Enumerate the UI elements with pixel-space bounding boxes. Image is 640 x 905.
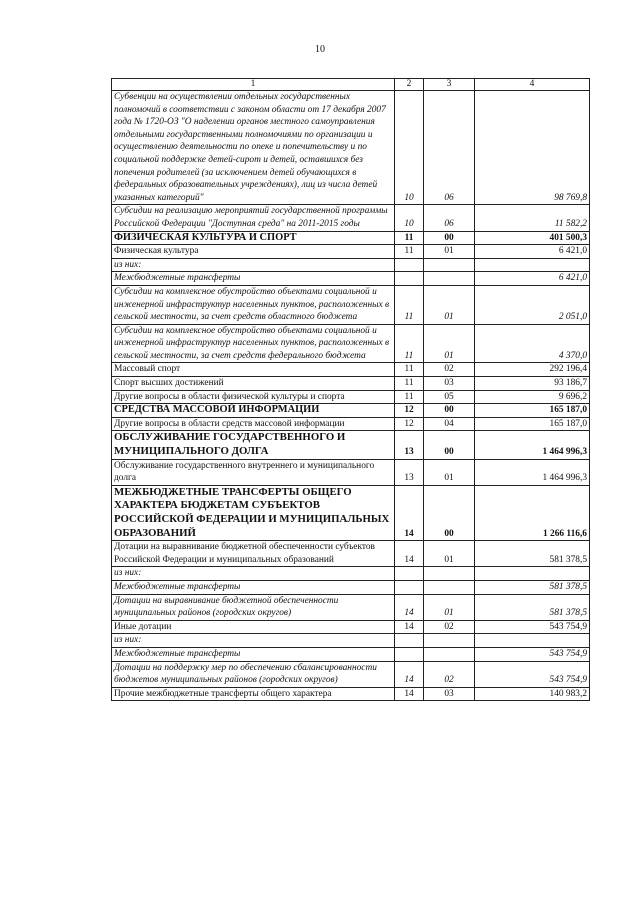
row-subsection-code: 03	[424, 377, 475, 391]
row-name: МЕЖБЮДЖЕТНЫЕ ТРАНСФЕРТЫ ОБЩЕГО ХАРАКТЕРА БЮДЖЕТАМ СУБЪЕКТОВ РОССИЙСКОЙ ФЕДЕРАЦИИ И МУНИЦИПАЛЬНЫХ ОБРАЗОВАНИЙ	[112, 485, 395, 540]
budget-table	[111, 78, 590, 701]
table-header-row	[112, 79, 590, 91]
row-subsection-code: 00	[424, 231, 475, 245]
row-amount	[475, 634, 590, 648]
row-name: Субсидии на комплексное обустройство объектами социальной и инженерной инфраструктур населенных пунктов, расположенных в сельской местности, за счет средств федерального бюджета	[112, 324, 395, 363]
row-amount: 1 266 116,6	[475, 485, 590, 540]
row-amount: 581 378,5	[475, 594, 590, 620]
row-amount: 165 187,0	[475, 417, 590, 431]
table-row	[112, 258, 590, 272]
row-subsection-code: 02	[424, 661, 475, 687]
row-section-code: 12	[395, 404, 424, 418]
row-section-code: 11	[395, 231, 424, 245]
row-name: Прочие межбюджетные трансферты общего характера	[112, 687, 395, 701]
row-name: Массовый спорт	[112, 363, 395, 377]
table-row	[112, 324, 590, 363]
table-row	[112, 377, 590, 391]
column-header-4: 4	[475, 79, 590, 91]
row-amount: 140 983,2	[475, 687, 590, 701]
row-subsection-code: 05	[424, 390, 475, 404]
row-name: из них:	[112, 258, 395, 272]
row-amount	[475, 258, 590, 272]
table-row	[112, 620, 590, 634]
row-section-code: 11	[395, 377, 424, 391]
table-row	[112, 231, 590, 245]
table-row	[112, 567, 590, 581]
row-amount: 581 378,5	[475, 580, 590, 594]
row-subsection-code: 02	[424, 363, 475, 377]
row-section-code	[395, 634, 424, 648]
row-section-code	[395, 272, 424, 286]
table-row	[112, 580, 590, 594]
row-name: Дотации на выравнивание бюджетной обеспеченности муниципальных районов (городских округов)	[112, 594, 395, 620]
row-name: Дотации на выравнивание бюджетной обеспеченности субъектов Российской Федерации и муниципальных образований	[112, 541, 395, 567]
table-row	[112, 285, 590, 324]
table-row	[112, 431, 590, 459]
table-row	[112, 390, 590, 404]
row-subsection-code	[424, 647, 475, 661]
row-section-code: 14	[395, 661, 424, 687]
row-amount	[475, 567, 590, 581]
row-amount: 401 500,3	[475, 231, 590, 245]
table-row	[112, 687, 590, 701]
row-name: Физическая культура	[112, 245, 395, 259]
row-section-code: 13	[395, 459, 424, 485]
row-amount: 93 186,7	[475, 377, 590, 391]
row-name: Иные дотации	[112, 620, 395, 634]
row-name: Субвенции на осуществлении отдельных государственных полномочий в соответствии с законом области от 17 декабря 2007 года № 1720-ОЗ "О наделении органов местного самоуправления отдельными государственными полномочиями по организации и осуществлению деятельности по опеке и попечительству и по социальной поддержке детей-сирот и детей, оставшихся без попечения родителей (за исключением детей обучающихся в федеральных образовательных учреждениях), лиц из числа детей указанных категорий"	[112, 91, 395, 205]
row-subsection-code: 00	[424, 404, 475, 418]
table-row	[112, 661, 590, 687]
row-section-code: 10	[395, 91, 424, 205]
row-name: Межбюджетные трансферты	[112, 580, 395, 594]
row-name: ФИЗИЧЕСКАЯ КУЛЬТУРА И СПОРТ	[112, 231, 395, 245]
column-header-2: 2	[395, 79, 424, 91]
column-header-1: 1	[112, 79, 395, 91]
row-subsection-code: 06	[424, 205, 475, 231]
row-name: Дотации на поддержку мер по обеспечению сбалансированности бюджетов муниципальных районов (городских округов)	[112, 661, 395, 687]
page-number: 10	[315, 44, 325, 55]
row-section-code: 11	[395, 363, 424, 377]
row-subsection-code: 00	[424, 485, 475, 540]
row-subsection-code	[424, 634, 475, 648]
row-amount: 6 421,0	[475, 245, 590, 259]
row-section-code: 14	[395, 485, 424, 540]
table-row	[112, 594, 590, 620]
row-amount: 98 769,8	[475, 91, 590, 205]
row-section-code: 13	[395, 431, 424, 459]
column-header-3: 3	[424, 79, 475, 91]
row-section-code: 14	[395, 687, 424, 701]
row-section-code: 11	[395, 390, 424, 404]
row-subsection-code	[424, 580, 475, 594]
row-name: Другие вопросы в области средств массовой информации	[112, 417, 395, 431]
table-row	[112, 91, 590, 205]
row-subsection-code: 00	[424, 431, 475, 459]
table-row	[112, 485, 590, 540]
row-name: Субсидии на комплексное обустройство объектами социальной и инженерной инфраструктур населенных пунктов, расположенных в сельской местности, за счет средств областного бюджета	[112, 285, 395, 324]
table-row	[112, 245, 590, 259]
table-row	[112, 404, 590, 418]
row-subsection-code: 01	[424, 324, 475, 363]
row-amount: 2 051,0	[475, 285, 590, 324]
row-section-code: 12	[395, 417, 424, 431]
row-subsection-code: 01	[424, 285, 475, 324]
row-name: из них:	[112, 634, 395, 648]
table-row	[112, 541, 590, 567]
row-amount: 543 754,9	[475, 647, 590, 661]
row-amount: 165 187,0	[475, 404, 590, 418]
row-amount: 543 754,9	[475, 620, 590, 634]
row-section-code: 10	[395, 205, 424, 231]
row-amount: 4 370,0	[475, 324, 590, 363]
table-row	[112, 205, 590, 231]
row-name: Обслуживание государственного внутреннего и муниципального долга	[112, 459, 395, 485]
table-row	[112, 634, 590, 648]
row-amount: 6 421,0	[475, 272, 590, 286]
row-name: Межбюджетные трансферты	[112, 647, 395, 661]
row-subsection-code: 02	[424, 620, 475, 634]
table-row	[112, 272, 590, 286]
row-section-code	[395, 580, 424, 594]
row-subsection-code	[424, 272, 475, 286]
row-section-code	[395, 567, 424, 581]
row-subsection-code: 04	[424, 417, 475, 431]
table-row	[112, 459, 590, 485]
row-name: Субсидии на реализацию мероприятий государственной программы Российской Федерации "Доступная среда" на 2011-2015 годы	[112, 205, 395, 231]
row-section-code	[395, 647, 424, 661]
row-amount: 1 464 996,3	[475, 459, 590, 485]
row-name: СРЕДСТВА МАССОВОЙ ИНФОРМАЦИИ	[112, 404, 395, 418]
row-amount: 1 464 996,3	[475, 431, 590, 459]
row-section-code: 11	[395, 285, 424, 324]
row-subsection-code: 01	[424, 594, 475, 620]
row-name: Другие вопросы в области физической культуры и спорта	[112, 390, 395, 404]
row-subsection-code: 06	[424, 91, 475, 205]
row-subsection-code: 01	[424, 459, 475, 485]
row-name: ОБСЛУЖИВАНИЕ ГОСУДАРСТВЕННОГО И МУНИЦИПАЛЬНОГО ДОЛГА	[112, 431, 395, 459]
row-subsection-code	[424, 567, 475, 581]
row-section-code	[395, 258, 424, 272]
table-row	[112, 417, 590, 431]
row-subsection-code	[424, 258, 475, 272]
row-subsection-code: 03	[424, 687, 475, 701]
row-amount: 11 582,2	[475, 205, 590, 231]
row-section-code: 14	[395, 620, 424, 634]
row-name: Межбюджетные трансферты	[112, 272, 395, 286]
row-amount: 543 754,9	[475, 661, 590, 687]
table-row	[112, 363, 590, 377]
row-section-code: 14	[395, 594, 424, 620]
table-row	[112, 647, 590, 661]
row-subsection-code: 01	[424, 245, 475, 259]
row-name: из них:	[112, 567, 395, 581]
row-amount: 9 696,2	[475, 390, 590, 404]
row-subsection-code: 01	[424, 541, 475, 567]
row-section-code: 11	[395, 245, 424, 259]
row-name: Спорт высших достижений	[112, 377, 395, 391]
row-amount: 581 378,5	[475, 541, 590, 567]
row-amount: 292 196,4	[475, 363, 590, 377]
row-section-code: 11	[395, 324, 424, 363]
row-section-code: 14	[395, 541, 424, 567]
